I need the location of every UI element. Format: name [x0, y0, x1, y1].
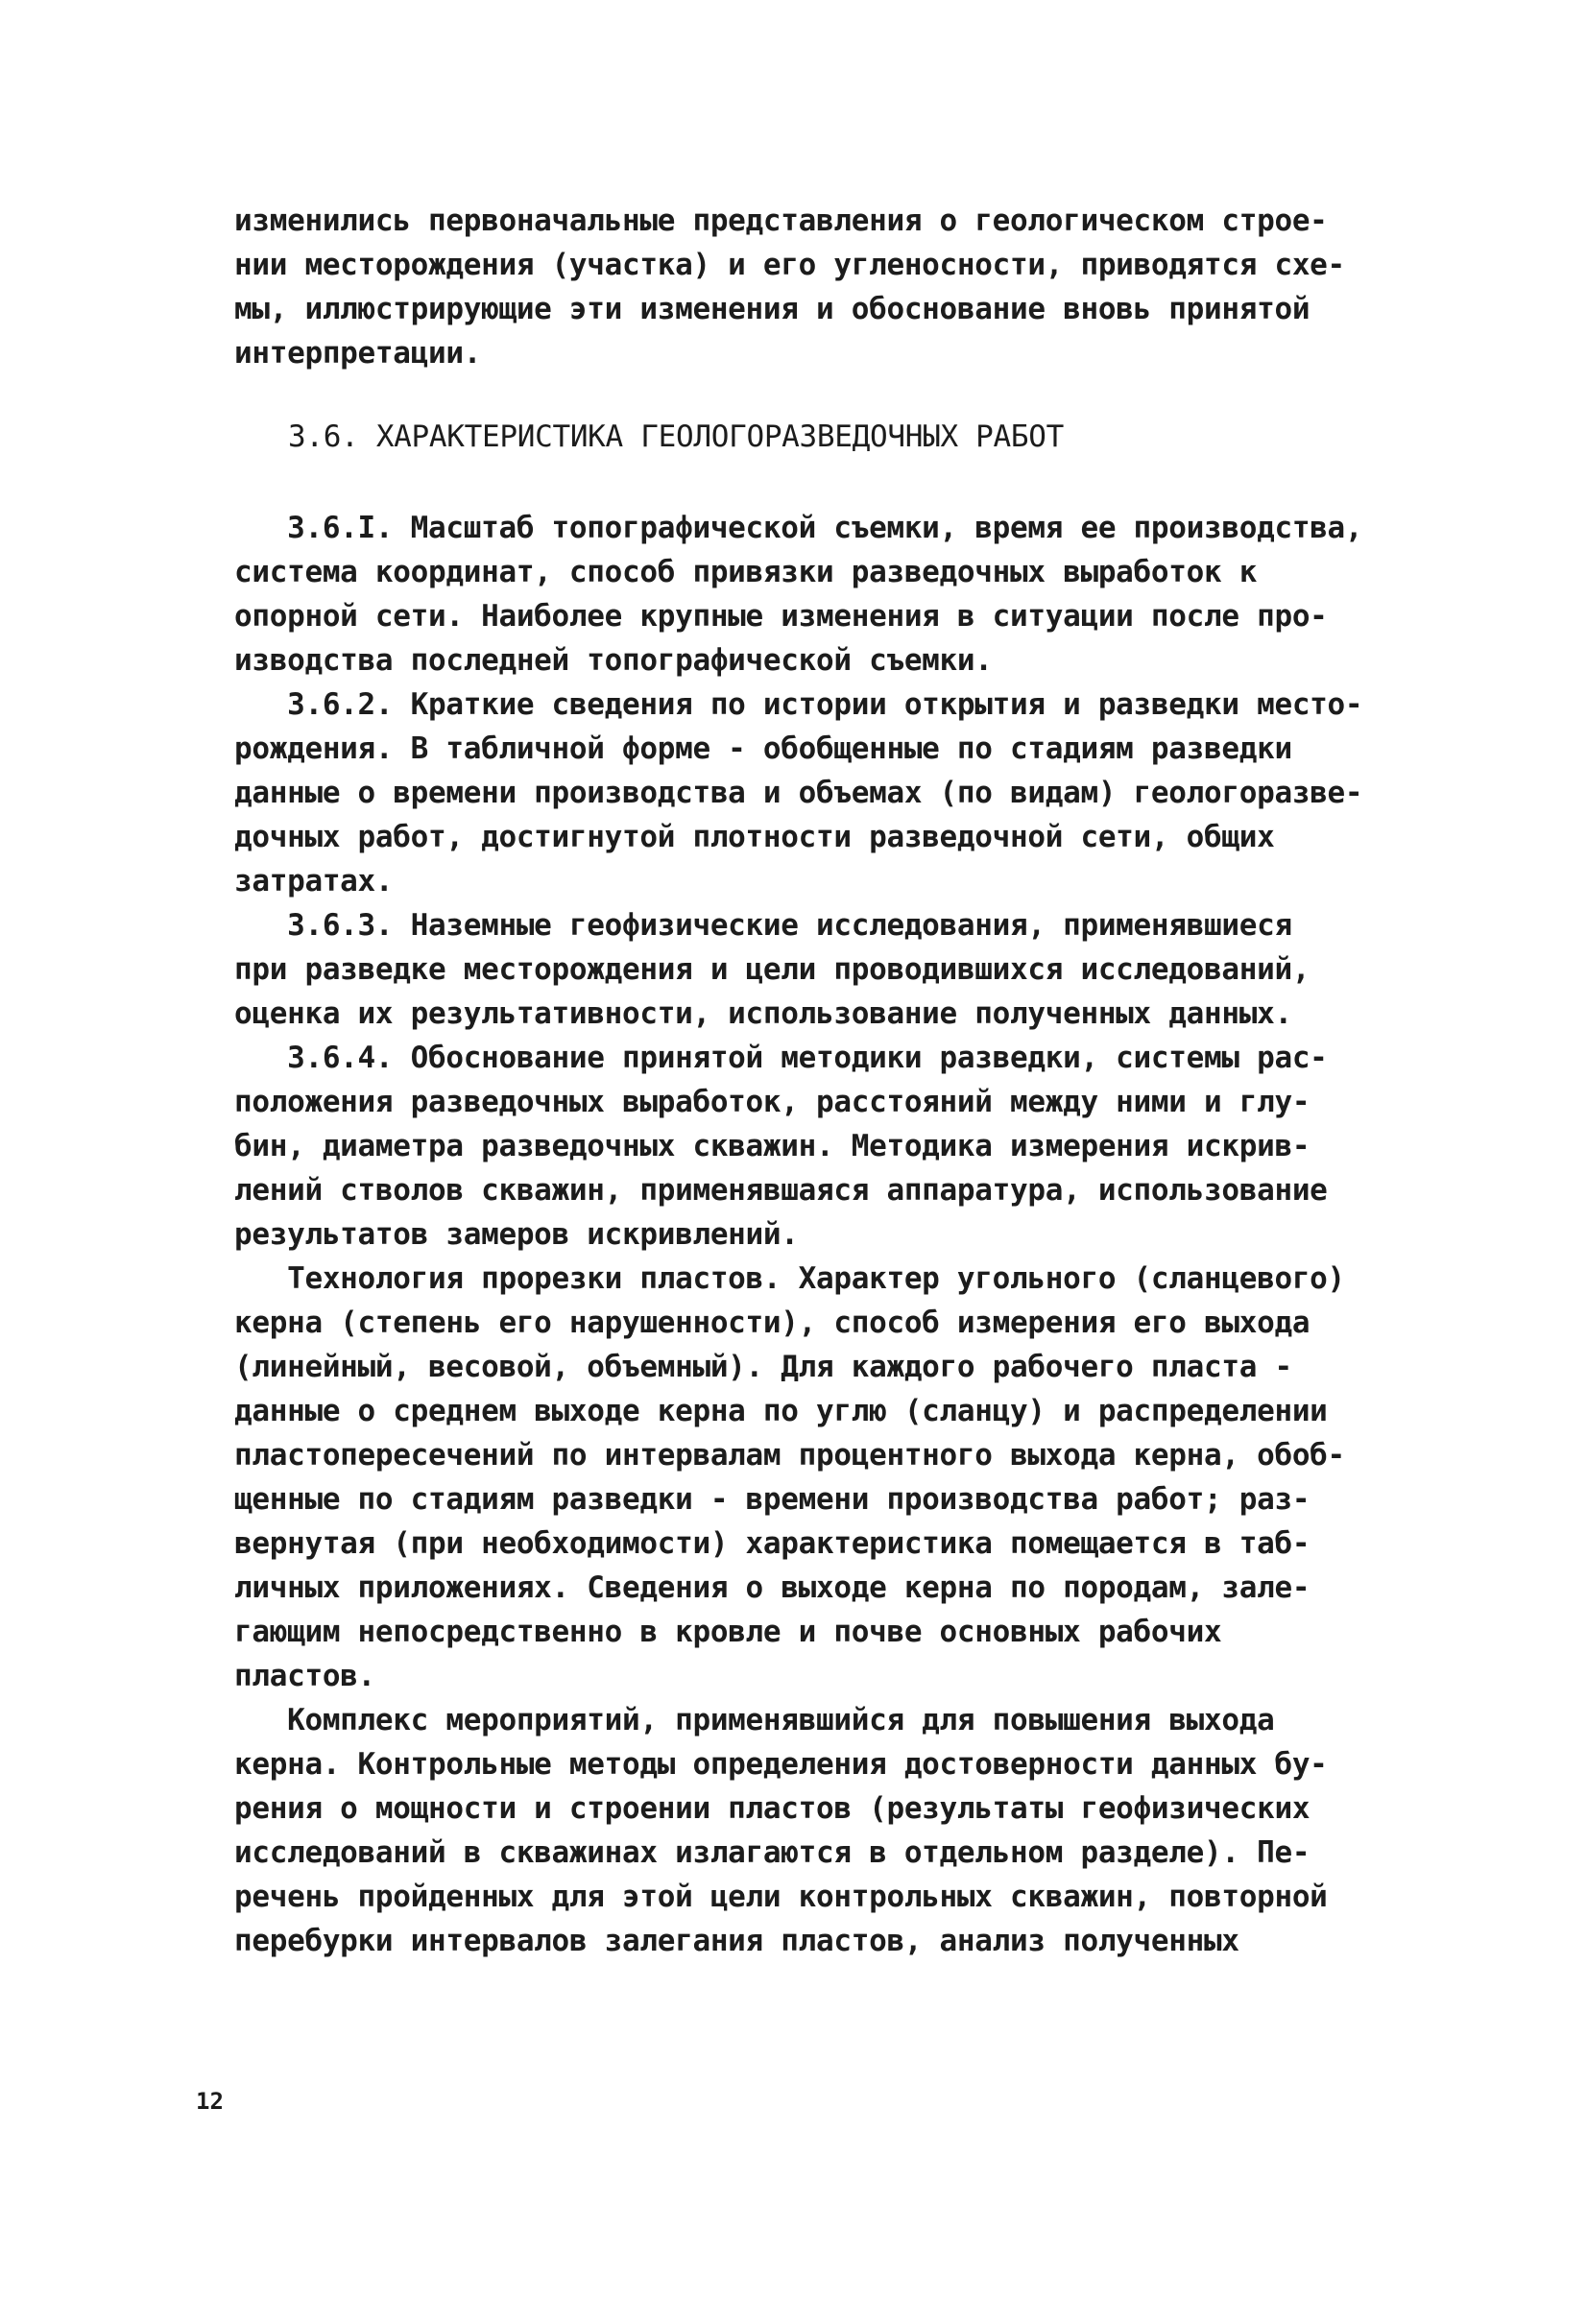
text-line: пластов.: [234, 1659, 375, 1693]
text-line: 3.6.4. Обоснование принятой методики разведки, системы рас-: [234, 1041, 1328, 1075]
text-line: затратах.: [234, 864, 394, 898]
text-line: исследований в скважинах излагаются в отдельном разделе). Пе-: [234, 1835, 1310, 1870]
text-line: результатов замеров искривлений.: [234, 1217, 799, 1252]
text-line: данные о среднем выходе керна по углю (сланцу) и распределении: [234, 1394, 1328, 1428]
text-line: интерпретации.: [234, 336, 482, 371]
text-line: нии месторождения (участка) и его угленосности, приводятся схе-: [234, 248, 1345, 282]
text-line: изводства последней топографической съемки.: [234, 643, 993, 678]
text-line: рения о мощности и строении пластов (результаты геофизических: [234, 1791, 1310, 1826]
intro-paragraph: [234, 199, 1386, 375]
text-line: Технология прорезки пластов. Характер угольного (сланцевого): [234, 1261, 1345, 1296]
text-line: дочных работ, достигнутой плотности разведочной сети, общих: [234, 820, 1275, 854]
text-line: щенные по стадиям разведки - времени производства работ; раз-: [234, 1482, 1310, 1517]
text-line: пластопересечений по интервалам процентного выхода керна, обоб-: [234, 1438, 1345, 1473]
text-line: керна (степень его нарушенности), способ измерения его выхода: [234, 1306, 1310, 1340]
text-line: личных приложениях. Сведения о выходе керна по породам, зале-: [234, 1570, 1310, 1605]
text-line: керна. Контрольные методы определения достоверности данных бу-: [234, 1747, 1328, 1782]
text-line: вернутая (при необходимости) характеристика помещается в таб-: [234, 1526, 1310, 1561]
text-line: (линейный, весовой, объемный). Для каждого рабочего пласта -: [234, 1350, 1292, 1384]
text-line: рождения. В табличной форме - обобщенные по стадиям разведки: [234, 731, 1292, 766]
text-line: Комплекс мероприятий, применявшийся для повышения выхода: [234, 1703, 1275, 1737]
text-line: положения разведочных выработок, расстояний между ними и глу-: [234, 1085, 1310, 1119]
text-line: система координат, способ привязки разведочных выработок к: [234, 555, 1258, 589]
text-line: 3.6.I. Масштаб топографической съемки, время ее производства,: [234, 511, 1363, 545]
paragraph-measures: [234, 1698, 1386, 1963]
paragraph-3-6-4: [234, 1036, 1386, 1257]
text-line: данные о времени производства и объемах (по видам) геологоразве-: [234, 776, 1363, 810]
text-line: бин, диаметра разведочных скважин. Методика измерения искрив-: [234, 1129, 1310, 1163]
text-line: при разведке месторождения и цели проводившихся исследований,: [234, 952, 1310, 987]
paragraph-3-6-3: [234, 903, 1386, 1036]
section-title: 3.6. ХАРАКТЕРИСТИКА ГЕОЛОГОРАЗВЕДОЧНЫХ РАБОТ: [288, 419, 1064, 454]
text-line: 3.6.3. Наземные геофизические исследования, применявшиеся: [234, 908, 1292, 943]
text-line: 3.6.2. Краткие сведения по истории открытия и разведки место-: [234, 687, 1363, 722]
page-number: 12: [196, 2088, 224, 2115]
paragraph-technology: [234, 1257, 1386, 1698]
paragraph-3-6-1: [234, 506, 1386, 683]
text-line: оценка их результативности, использование полученных данных.: [234, 996, 1292, 1031]
text-line: гающим непосредственно в кровле и почве основных рабочих: [234, 1615, 1222, 1649]
text-line: речень пройденных для этой цели контрольных скважин, повторной: [234, 1880, 1328, 1914]
text-line: перебурки интервалов залегания пластов, анализ полученных: [234, 1924, 1239, 1958]
text-line: лений стволов скважин, применявшаяся аппаратура, использование: [234, 1173, 1328, 1208]
section-heading: [288, 415, 1440, 459]
paragraph-3-6-2: [234, 683, 1386, 903]
text-line: опорной сети. Наиболее крупные изменения в ситуации после про-: [234, 599, 1328, 634]
text-line: изменились первоначальные представления о геологическом строе-: [234, 204, 1328, 238]
text-line: мы, иллюстрирующие эти изменения и обоснование вновь принятой: [234, 292, 1310, 326]
